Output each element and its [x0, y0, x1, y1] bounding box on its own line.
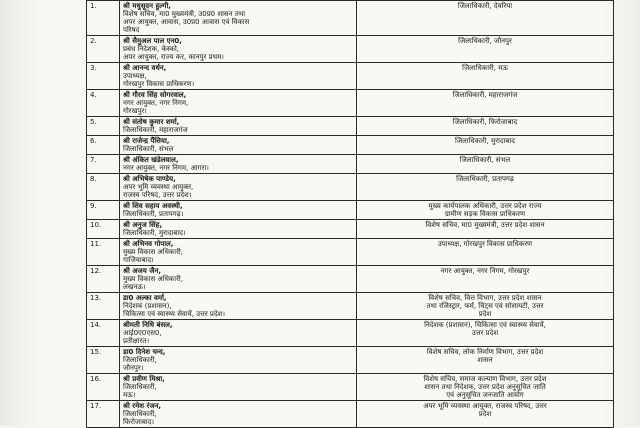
new-posting [357, 117, 614, 136]
officer-detail-line: उपाध्यक्ष, [123, 72, 147, 80]
officer-detail-line: जिलाधिकारी, प्रतापगढ़। [123, 210, 184, 218]
new-posting [357, 239, 614, 266]
table-row [87, 63, 614, 90]
officer-detail-line: निदेशक (प्रशासन), [123, 302, 172, 310]
new-posting-line: ग्रामीण सड़क विकास प्राधिकरण [444, 210, 526, 218]
officer-detail-line: राजस्व परिषद, उत्तर प्रदेश। [123, 191, 192, 199]
new-posting-line: जिलाधिकारी, संभल [459, 156, 511, 164]
officer-name: श्री संतोष कुमार शर्मा, [123, 118, 180, 126]
new-posting [357, 320, 614, 347]
officer-current-post [120, 220, 357, 239]
serial-number: 7. [87, 155, 120, 174]
officer-detail-line: अपर भूमि व्यवस्था आयुक्त, [123, 183, 194, 191]
officer-detail-line: गोरखपुर। [123, 107, 147, 115]
officer-current-post [120, 320, 357, 347]
officer-current-post [120, 174, 357, 201]
new-posting-line: शासन [477, 356, 493, 364]
officer-detail-line: फिरोजाबाद। [123, 418, 155, 426]
serial-number: 12. [87, 266, 120, 293]
new-posting-line: विशेष सचिव, वित्त विभाग, उत्तर प्रदेश शासन [428, 294, 542, 302]
officer-name: श्री रमेश रंजन, [123, 402, 162, 410]
officer-detail-line: जिलाधिकारी, [123, 356, 157, 364]
new-posting-line: प्रदेश [478, 310, 492, 318]
table-row [87, 36, 614, 63]
serial-number: 6. [87, 136, 120, 155]
officer-name: श्री प्रवीण मिश्रा, [123, 375, 165, 383]
officer-name: डा0 दिनेश चन्द, [123, 348, 166, 356]
table-row [87, 90, 614, 117]
new-posting [357, 401, 614, 428]
new-posting [357, 201, 614, 220]
table-row [87, 266, 614, 293]
new-posting-line: जिलाधिकारी, फिरोजाबाद [452, 118, 518, 126]
officer-current-post [120, 117, 357, 136]
serial-number: 10. [87, 220, 120, 239]
new-posting [357, 136, 614, 155]
serial-number: 14. [87, 320, 120, 347]
table-row [87, 1, 614, 36]
officer-current-post [120, 293, 357, 320]
officer-detail-line: नगर आयुक्त, नगर निगम, आगरा। [123, 164, 209, 172]
officer-name: श्री सैमुअल पाल एन0, [123, 37, 182, 45]
serial-number: 15. [87, 347, 120, 374]
officer-detail-line: जिलाधिकारी, मुरादाबाद। [123, 229, 186, 237]
officer-name: श्रीमती निधि बंसल, [123, 321, 173, 329]
officer-name: श्री गौरव सिंह सोगरवाल, [123, 91, 187, 99]
officer-current-post [120, 63, 357, 90]
table-row [87, 374, 614, 401]
new-posting [357, 1, 614, 36]
new-posting-line: जिलाधिकारी, महाराजगंज [452, 91, 518, 99]
table-row [87, 220, 614, 239]
officer-detail-line: परिषद [123, 26, 140, 34]
new-posting [357, 36, 614, 63]
officer-detail-line: अपर आयुक्त, आवास, उ0प्र0 आवास एवं विकास [123, 18, 250, 26]
new-posting [357, 220, 614, 239]
new-posting-line: विशेष सचिव, मा0 मुख्यमंत्री, उत्तर प्रदेश शासन [425, 221, 545, 229]
table-row [87, 347, 614, 374]
officer-current-post [120, 155, 357, 174]
officer-current-post [120, 347, 357, 374]
serial-number: 13. [87, 293, 120, 320]
officer-detail-line: गोरखपुर विकास प्राधिकरण। [123, 80, 195, 88]
table-row [87, 293, 614, 320]
serial-number: 17. [87, 401, 120, 428]
new-posting-line: जिलाधिकारी, मऊ [462, 64, 508, 72]
new-posting-line: विशेष सचिव, लोक निर्माण विभाग, उत्तर प्रदेश [426, 348, 544, 356]
table-row [87, 136, 614, 155]
officer-detail-line: आई0ए0एस0, [123, 329, 162, 337]
officer-detail-line: मऊ। [123, 391, 136, 399]
new-posting-line: जिलाधिकारी, प्रतापगढ़ [456, 175, 514, 183]
serial-number: 8. [87, 174, 120, 201]
officer-detail-line: प्रबंध निदेशक, केस्को, [123, 45, 180, 53]
officer-current-post [120, 136, 357, 155]
new-posting-line: निदेशक (प्रशासन), चिकित्सा एवं स्वास्थ्य सेवायें, [424, 321, 546, 329]
serial-number: 9. [87, 201, 120, 220]
officer-name: श्री अंकित खंडेलवाल, [123, 156, 179, 164]
new-posting-line: शासन तथा निदेशक, उत्तर प्रदेश अनुसूचित जाति [424, 383, 546, 391]
officer-current-post [120, 90, 357, 117]
new-posting-line: उत्तर प्रदेश [471, 329, 499, 337]
serial-number: 2. [87, 36, 120, 63]
new-posting-line: प्रदेश [478, 410, 492, 418]
officer-name: श्री अनुज सिंह, [123, 221, 162, 229]
new-posting [357, 347, 614, 374]
officer-detail-line: जिलाधिकारी, [123, 410, 157, 418]
serial-number: 16. [87, 374, 120, 401]
new-posting [357, 90, 614, 117]
table-row [87, 174, 614, 201]
officer-name: श्री आनन्द वर्धन, [123, 64, 167, 72]
serial-number: 5. [87, 117, 120, 136]
new-posting [357, 155, 614, 174]
officer-name: श्री अभिषेक पाण्डेय, [123, 175, 176, 183]
table-row [87, 401, 614, 428]
new-posting [357, 174, 614, 201]
officer-detail-line: प्रतीक्षारत। [123, 337, 150, 345]
officer-detail-line: गाजियाबाद। [123, 256, 154, 264]
new-posting [357, 374, 614, 401]
officer-detail-line: लखनऊ। [123, 283, 146, 291]
officer-current-post [120, 1, 357, 36]
new-posting-line: जिलाधिकारी, देवरिया [457, 2, 513, 10]
new-posting-line: उपाध्यक्ष, गोरखपुर विकास प्राधिकरण [437, 240, 533, 248]
officer-detail-line: जिलाधिकारी, [123, 383, 157, 391]
officer-detail-line: जिलाधिकारी, महाराजगंज [123, 126, 188, 134]
officer-current-post [120, 401, 357, 428]
transfer-table-body [87, 1, 614, 428]
table-row [87, 155, 614, 174]
new-posting-line: जिलाधिकारी, जौनपुर [458, 37, 512, 45]
new-posting-line: एवं अनुसूचित जनजाति आयोग [446, 391, 524, 399]
officer-name: श्री अभिनव गोपाल, [123, 240, 174, 248]
officer-detail-line: जिलाधिकारी, संभल [123, 145, 174, 153]
officer-detail-line: मुख्य विकास अधिकारी, [123, 248, 183, 256]
officer-detail-line: चिकित्सा एवं स्वास्थ्य सेवायें, उत्तर प्रदेश। [123, 310, 226, 318]
officer-name: श्री शिव सहाय अवस्थी, [123, 202, 183, 210]
serial-number: 1. [87, 1, 120, 36]
officer-detail-line: मुख्य विकास अधिकारी, [123, 275, 183, 283]
officer-detail-line: विशेष सचिव, मा0 मुख्यमंत्री, उ0प्र0 शासन तथा [123, 10, 246, 18]
new-posting-line: नगर आयुक्त, नगर निगम, गोरखपुर [440, 267, 530, 275]
table-row [87, 117, 614, 136]
new-posting [357, 293, 614, 320]
officer-current-post [120, 201, 357, 220]
new-posting-line: जिलाधिकारी, मुरादाबाद [455, 137, 515, 145]
serial-number: 11. [87, 239, 120, 266]
new-posting [357, 63, 614, 90]
new-posting [357, 266, 614, 293]
officer-name: श्री अजय जैन, [123, 267, 161, 275]
table-row [87, 239, 614, 266]
table-row [87, 320, 614, 347]
officer-detail-line: नगर आयुक्त, नगर निगम, [123, 99, 189, 107]
new-posting-line: अपर भूमि व्यवस्था आयुक्त, राजस्व परिषद, उत्तर [423, 402, 547, 410]
serial-number: 4. [87, 90, 120, 117]
officer-name: श्री राजेन्द्र पैंसिया, [123, 137, 170, 145]
serial-number: 3. [87, 63, 120, 90]
table-row [87, 201, 614, 220]
new-posting-line: विशेष सचिव, समाज कल्याण विभाग, उत्तर प्रदेश [423, 375, 547, 383]
officer-detail-line: जौनपुर। [123, 364, 144, 372]
officer-current-post [120, 36, 357, 63]
new-posting-line: मुख्य कार्यपालक अधिकारी, उत्तर प्रदेश राज्य [428, 202, 542, 210]
officer-current-post [120, 239, 357, 266]
officer-name: डा0 अल्का वर्मा, [123, 294, 167, 302]
transfer-table [86, 0, 614, 428]
officer-detail-line: अपर आयुक्त, राज्य कर, कानपुर प्रथम। [123, 53, 224, 61]
officer-current-post [120, 374, 357, 401]
officer-current-post [120, 266, 357, 293]
officer-name: श्री मधुसूदन हुल्गी, [123, 2, 171, 10]
new-posting-line: तथा रजिस्ट्रार, फर्म, चिट्स एवं सोसायटी, उत्तर [426, 302, 544, 310]
